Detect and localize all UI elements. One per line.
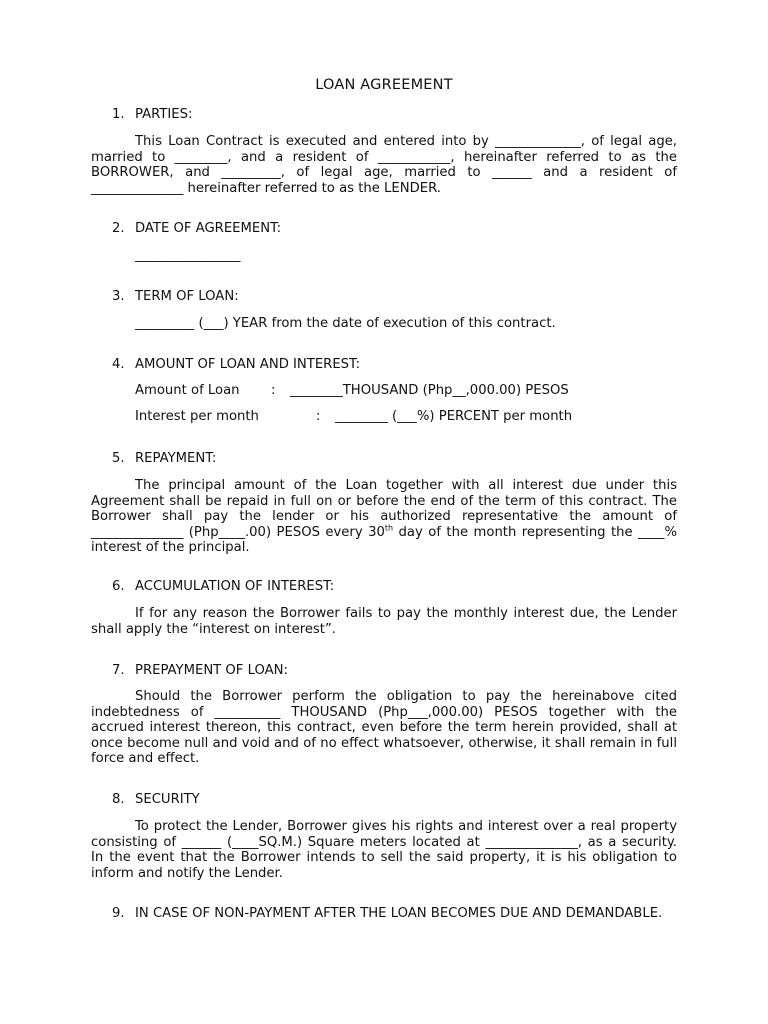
section-heading-amount bbox=[112, 357, 692, 373]
interest-label: Interest per month bbox=[135, 409, 259, 424]
document-title: LOAN AGREEMENT bbox=[315, 77, 453, 93]
section-heading-prepayment bbox=[112, 663, 692, 679]
security-paragraph: To protect the Lender, Borrower gives his rights and interest over a real property consisting of ______ (____SQ.M.) Square meters located at ______________, as a security. In the event that the Borrower intends to sell the said property, it is his obligation to inform and notify the Lender. bbox=[91, 819, 677, 881]
repayment-paragraph bbox=[91, 478, 677, 556]
amount-colon: : bbox=[271, 383, 276, 398]
accumulation-paragraph: If for any reason the Borrower fails to pay the monthly interest due, the Lender shall apply the “interest on interest”. bbox=[91, 606, 677, 637]
section-heading-repayment bbox=[112, 451, 692, 467]
amount-label: Amount of Loan bbox=[135, 383, 240, 398]
section-title: PARTIES: bbox=[135, 107, 193, 122]
amount-of-loan-row bbox=[135, 383, 569, 399]
section-heading-accumulation bbox=[112, 579, 692, 595]
section-title: TERM OF LOAN: bbox=[135, 289, 239, 304]
section-number: 7. bbox=[112, 663, 125, 678]
section-title: SECURITY bbox=[135, 792, 200, 807]
date-blank-line: ________________ bbox=[135, 248, 241, 263]
section-number: 4. bbox=[112, 357, 125, 372]
term-text: _________ (___) YEAR from the date of execution of this contract. bbox=[135, 316, 556, 331]
section-heading-non-payment bbox=[112, 906, 677, 922]
section-title: REPAYMENT: bbox=[135, 451, 217, 466]
interest-colon: : bbox=[316, 409, 321, 424]
section-number: 1. bbox=[112, 107, 125, 122]
section-heading-date bbox=[112, 221, 692, 237]
prepayment-paragraph: Should the Borrower perform the obligation to pay the hereinabove cited indebtedness of __________ THOUSAND (Php___,000.00) PESOS together with the accrued interest thereon, this contract, even before the term herein provided, shall at once become null and void and of no effect whatsoever, otherwise, it shall remain in full force and effect. bbox=[91, 689, 677, 766]
interest-value: ________ (___%) PERCENT per month bbox=[335, 409, 573, 424]
amount-value: ________THOUSAND (Php__,000.00) PESOS bbox=[290, 383, 569, 398]
section-heading-parties bbox=[112, 107, 692, 123]
section-number: 6. bbox=[112, 579, 125, 594]
repayment-text-a: The principal amount of the Loan together with all interest due under this Agreement shall be repaid in full on or before the end of the term of this contract. The Borrower shall pay the lender or his authorized representative the amount of ______________ (Php____.00) PESOS every 30 bbox=[91, 478, 677, 540]
section-number: 5. bbox=[112, 451, 125, 466]
parties-paragraph: This Loan Contract is executed and entered into by _____________, of legal age, married to ________, and a resident of ___________, hereinafter referred to as the BORROWER, and _________, of legal age, married to ______ and a resident of ______________ hereinafter referred to as the LENDER. bbox=[91, 134, 677, 196]
section-number: 2. bbox=[112, 221, 125, 236]
section-title: AMOUNT OF LOAN AND INTEREST: bbox=[135, 357, 361, 372]
section-title: PREPAYMENT OF LOAN: bbox=[135, 663, 288, 678]
section-number: 3. bbox=[112, 289, 125, 304]
repayment-text-b: day of the month representing the ____% interest of the principal. bbox=[91, 524, 677, 555]
section-title: DATE OF AGREEMENT: bbox=[135, 221, 282, 236]
section-heading-term bbox=[112, 289, 692, 305]
section-heading-security bbox=[112, 792, 692, 808]
ordinal-suffix: th bbox=[384, 523, 394, 533]
section-number: 9. bbox=[112, 906, 125, 921]
section-title: ACCUMULATION OF INTEREST: bbox=[135, 579, 335, 594]
section-title: IN CASE OF NON-PAYMENT AFTER THE LOAN BECOMES DUE AND DEMANDABLE. bbox=[135, 906, 663, 921]
interest-per-month-row bbox=[135, 409, 573, 425]
section-number: 8. bbox=[112, 792, 125, 807]
